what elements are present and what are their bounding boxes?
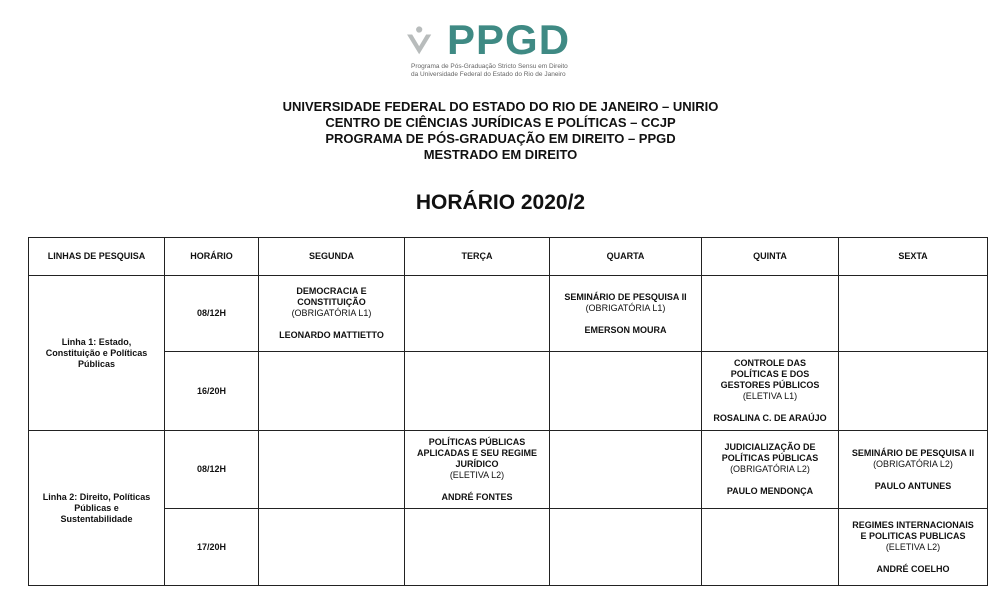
column-header: TERÇA: [405, 238, 550, 276]
table-row: [29, 276, 988, 352]
class-cell: [550, 509, 702, 586]
column-header: SEXTA: [839, 238, 988, 276]
spacer: [705, 402, 835, 413]
professor-name: PAULO ANTUNES: [874, 480, 952, 491]
course-type: (OBRIGATÓRIA L2): [873, 458, 953, 469]
column-header: HORÁRIO: [165, 238, 259, 276]
logo-brand: PPGD: [447, 16, 571, 63]
table-row: [29, 431, 988, 509]
course-type: (ELETIVA L1): [742, 391, 798, 401]
course-name: POLÍTICAS PÚBLICAS APLICADAS E SEU REGIME JURÍDICO: [416, 436, 537, 469]
time-slot-cell: 16/20H: [165, 352, 259, 431]
header-line: CENTRO DE CIÊNCIAS JURÍDICAS E POLÍTICAS – CCJP: [325, 115, 676, 130]
professor-name: PAULO MENDONÇA: [726, 486, 814, 496]
column-header: QUINTA: [702, 238, 839, 276]
spacer: [842, 553, 984, 564]
class-cell: [839, 276, 988, 352]
course-type: (ELETIVA L2): [449, 469, 505, 480]
research-line-cell: [29, 431, 165, 586]
course-name: DEMOCRACIA E CONSTITUIÇÃO: [296, 286, 367, 307]
class-cell: [259, 276, 405, 352]
page-title: HORÁRIO 2020/2: [415, 191, 586, 214]
class-cell: [405, 431, 550, 509]
column-header: SEGUNDA: [259, 238, 405, 276]
class-cell: [839, 509, 988, 586]
course-name: SEMINÁRIO DE PESQUISA II: [564, 291, 687, 302]
spacer: [408, 481, 546, 492]
course-type: (OBRIGATÓRIA L2): [730, 464, 810, 474]
table-row: [29, 352, 988, 431]
professor-name: ROSALINA C. DE ARAÚJO: [713, 413, 827, 423]
class-cell: [702, 276, 839, 352]
class-cell: [259, 352, 405, 431]
class-cell: [550, 352, 702, 431]
course-type: (OBRIGATÓRIA L1): [585, 302, 666, 313]
class-cell: [550, 431, 702, 509]
research-line-name: Linha 2: Direito, Políticas Públicas e Sustentabilidade: [42, 491, 151, 524]
course-name: REGIMES INTERNACIONAIS E POLITICAS PUBLICAS: [852, 519, 974, 541]
spacer: [842, 470, 984, 481]
header-line: UNIVERSIDADE FEDERAL DO ESTADO DO RIO DE JANEIRO – UNIRIO: [282, 99, 719, 114]
class-cell: [405, 509, 550, 586]
course-type: (OBRIGATÓRIA L1): [291, 308, 372, 318]
course-name: CONTROLE DAS POLÍTICAS E DOS GESTORES PÚBLICOS: [720, 358, 820, 390]
class-cell: [839, 431, 988, 509]
class-cell: [839, 352, 988, 431]
professor-name: LEONARDO MATTIETTO: [279, 330, 384, 340]
schedule-table: [28, 237, 988, 586]
institution-header: [0, 99, 1001, 163]
column-header: LINHAS DE PESQUISA: [29, 238, 165, 276]
class-cell: [259, 509, 405, 586]
research-line-cell: [29, 276, 165, 431]
table-row: [29, 509, 988, 586]
class-cell: [702, 431, 839, 509]
spacer: [553, 314, 698, 325]
unirio-emblem-icon: ⩒: [407, 18, 432, 62]
class-cell: [405, 352, 550, 431]
ppgd-logo: [405, 18, 595, 80]
professor-name: EMERSON MOURA: [584, 324, 667, 335]
professor-name: ANDRÉ COELHO: [876, 563, 950, 574]
time-slot-cell: 08/12H: [165, 276, 259, 352]
spacer: [705, 475, 835, 486]
class-cell: [259, 431, 405, 509]
spacer: [262, 319, 401, 330]
time-slot-cell: 17/20H: [165, 509, 259, 586]
class-cell: [405, 276, 550, 352]
header-line: MESTRADO EM DIREITO: [423, 147, 578, 162]
header-line: PROGRAMA DE PÓS-GRADUAÇÃO EM DIREITO – PPGD: [325, 131, 676, 146]
class-cell: [702, 509, 839, 586]
time-slot-cell: 08/12H: [165, 431, 259, 509]
column-header: QUARTA: [550, 238, 702, 276]
table-header-row: [29, 238, 988, 276]
class-cell: [702, 352, 839, 431]
course-name: SEMINÁRIO DE PESQUISA II: [851, 447, 975, 458]
professor-name: ANDRÉ FONTES: [441, 491, 513, 502]
research-line-name: Linha 1: Estado, Constituição e Políticas Públicas: [45, 336, 148, 369]
course-name: JUDICIALIZAÇÃO DE POLÍTICAS PÚBLICAS: [721, 442, 819, 463]
course-type: (ELETIVA L2): [885, 541, 941, 552]
class-cell: [550, 276, 702, 352]
logo-subtitle: Programa de Pós-Graduação Stricto Sensu em Direito da Universidade Federal do Estado do Rio de Janeiro: [411, 63, 568, 78]
